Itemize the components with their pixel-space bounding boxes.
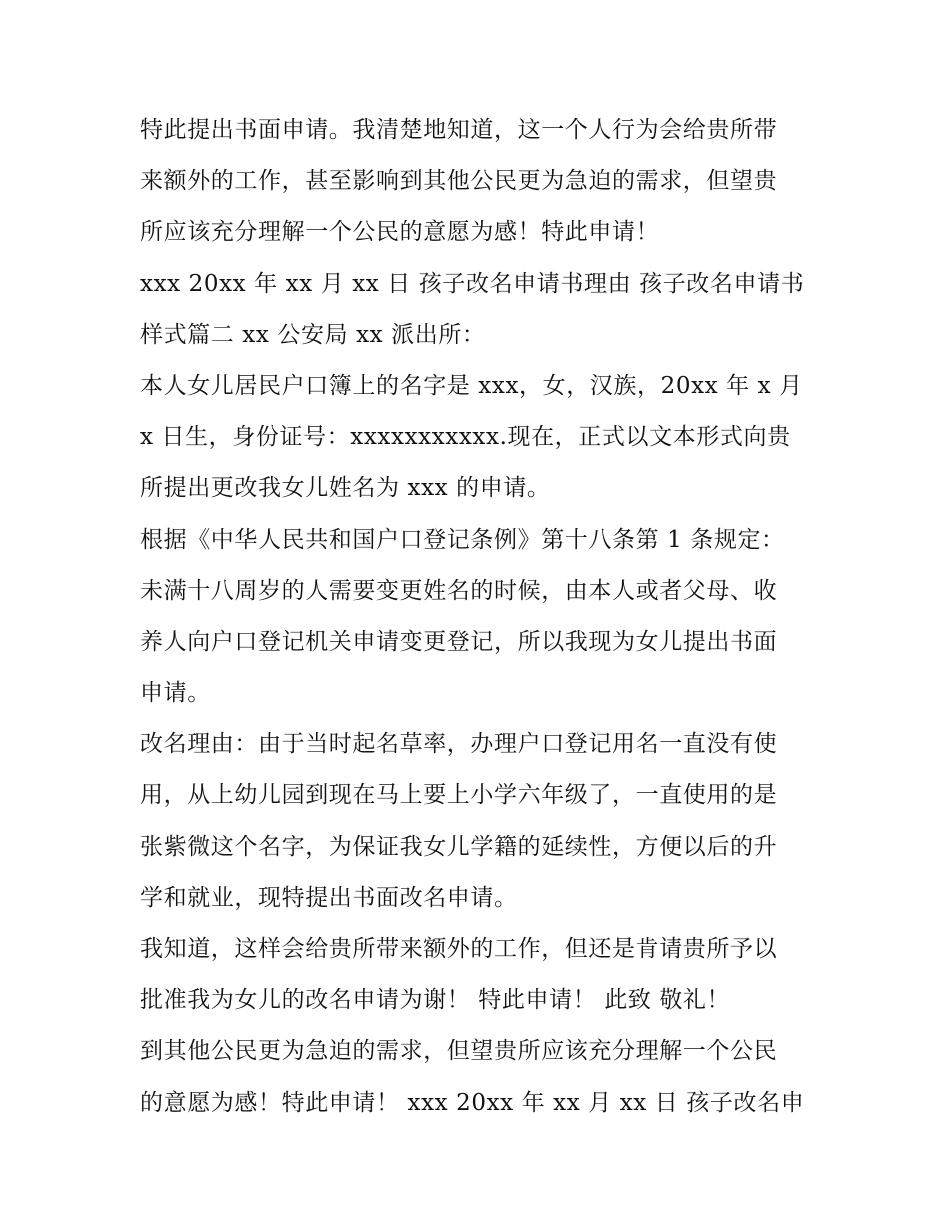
text-line: 的意愿为感！特此申请！ xxx 20xx 年 xx 月 xx 日 孩子改名申: [140, 1089, 805, 1116]
text-line: 样式篇二 xx 公安局 xx 派出所：: [140, 321, 486, 348]
text-line: 特此提出书面申请。我清楚地知道，这一个人行为会给贵所带: [140, 117, 778, 143]
text-line: 张紫微这个名字，为保证我女儿学籍的延续性，方便以后的升: [140, 833, 778, 860]
text-line: 我知道，这样会给贵所带来额外的工作，但还是肯请贵所予以: [140, 936, 778, 962]
text-line: 来额外的工作，甚至影响到其他公民更为急迫的需求，但望贵: [140, 168, 778, 195]
text-line: 到其他公民更为急迫的需求，但望贵所应该充分理解一个公民: [140, 1038, 778, 1065]
text-line: 未满十八周岁的人需要变更姓名的时候，由本人或者父母、收: [140, 577, 778, 604]
document-body: [140, 105, 812, 1129]
text-line: 用，从上幼儿园到现在马上要上小学六年级了，一直使用的是: [140, 782, 778, 809]
text-line: 所提出更改我女儿姓名为 xxx 的申请。: [140, 475, 551, 502]
text-line: 养人向户口登记机关申请变更登记，所以我现为女儿提出书面: [140, 628, 778, 655]
text-line: 本人女儿居民户口簿上的名字是 xxx，女，汉族，20xx 年 x 月: [140, 372, 803, 399]
text-line: xxx 20xx 年 xx 月 xx 日 孩子改名申请书理由 孩子改名申请书: [140, 270, 805, 297]
text-line: 改名理由：由于当时起名草率，办理户口登记用名一直没有使: [140, 731, 778, 758]
text-line: 批准我为女儿的改名申请为谢！ 特此申请！ 此致 敬礼！: [140, 987, 731, 1014]
text-line: 申请。: [140, 680, 211, 707]
text-line: 所应该充分理解一个公民的意愿为感！特此申请！: [140, 219, 660, 246]
text-line: 根据《中华人民共和国户口登记条例》第十八条第 1 条规定：: [140, 526, 785, 553]
text-line: x 日生，身份证号：xxxxxxxxxxx.现在，正式以文本形式向贵: [140, 424, 791, 451]
text-line: 学和就业，现特提出书面改名申请。: [140, 884, 518, 911]
